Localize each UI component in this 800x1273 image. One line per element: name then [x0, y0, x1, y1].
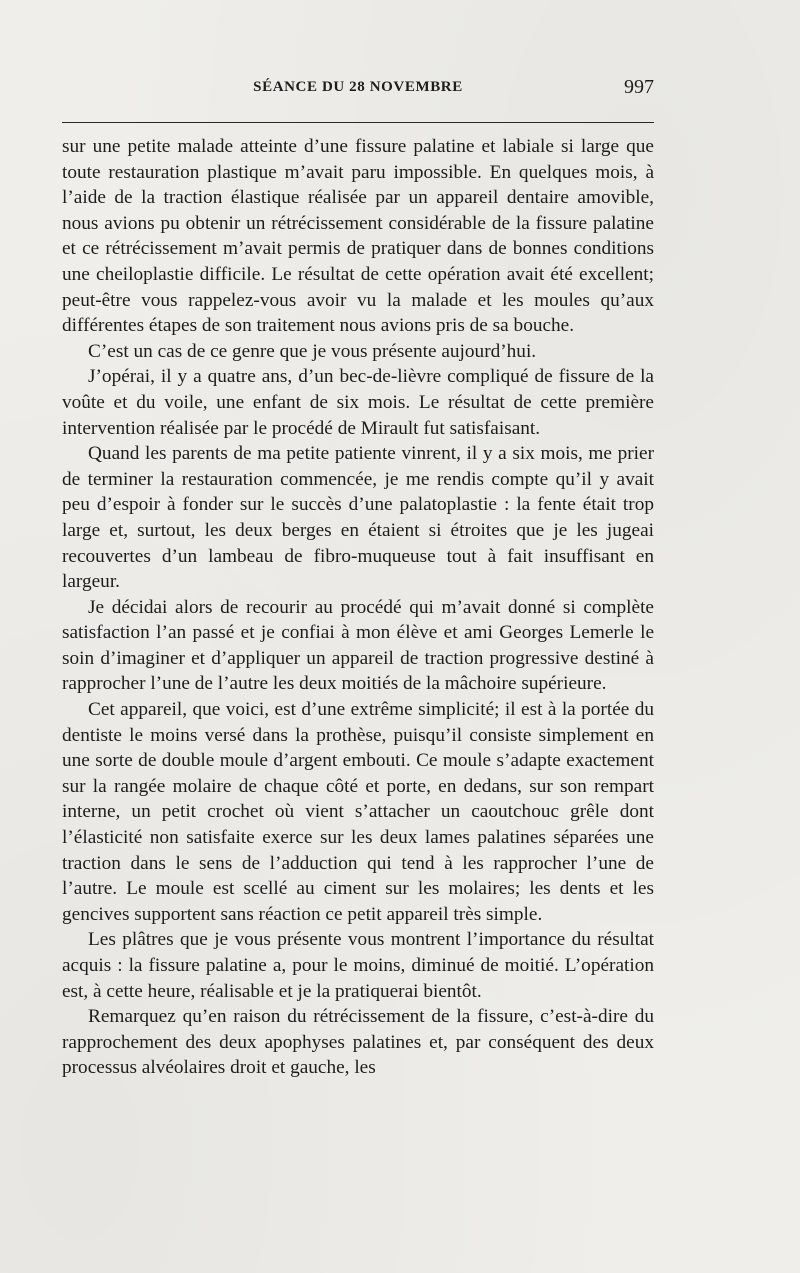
header-rule — [62, 122, 654, 123]
running-title: SÉANCE DU 28 NOVEMBRE — [253, 79, 463, 95]
paragraph: Remarquez qu’en raison du rétrécissement de la fissure, c’est-à-dire du rapprochement des deux apophyses palatines et, par conséquent des deux processus alvéolaires droit et gauche, les — [62, 1006, 654, 1079]
paragraph: Cet appareil, que voici, est d’une extrême simplicité; il est à la portée du dentiste le moins versé dans la prothèse, puisqu’il consiste simplement en une sorte de double moule d’argent embouti. Ce moule s’adapte exactement sur la rangée molaire de chaque côté et porte, en dedans, sur son rempart interne, un petit crochet où vient s’attacher un caoutchouc grêle dont l’élasticité non satisfaite exerce sur les deux lames palatines séparées une traction dans le sens de l’adduction qui tend à les rapprocher l’une de l’autre. Le moule est scellé au ciment sur les molaires; les dents et les gencives supportent sans réaction ce petit appareil très simple. — [62, 699, 654, 925]
paragraph: J’opérai, il y a quatre ans, d’un bec-de-lièvre compliqué de fissure de la voûte et du voile, une enfant de six mois. Le résultat de cette première intervention réalisée par le procédé de Mirault fut satisfaisant. — [62, 366, 654, 439]
paragraph: Les plâtres que je vous présente vous montrent l’importance du résultat acquis : la fissure palatine a, pour le moins, diminué de moitié. L’opération est, à cette heure, réalisable et je la pratiquerai bientôt. — [62, 929, 654, 1002]
paragraph: C’est un cas de ce genre que je vous présente aujourd’hui. — [88, 340, 537, 362]
paragraph: sur une petite malade atteinte d’une fissure palatine et labiale si large que toute restauration plastique m’avait paru impossible. En quelques mois, à l’aide de la traction élastique réalisée par un appareil dentaire amovible, nous avions pu obtenir un rétrécissement considérable de la fissure palatine et ce rétrécissement m’avait permis de pratiquer dans de bonnes conditions une cheiloplastie difficile. Le résultat de cette opération avait été excellent; peut-être vous rappelez-vous avoir vu la malade et les moules qu’aux différentes étapes de son traitement nous avions pris de sa bouche. — [62, 136, 654, 337]
running-head — [62, 76, 654, 102]
paragraph: Quand les parents de ma petite patiente vinrent, il y a six mois, me prier de terminer la restauration commencée, je me rendis compte qu’il y avait peu d’espoir à fonder sur le succès d’une palatoplastie : la fente était trop large et, surtout, les deux berges en étaient si étroites que je les jugeai recouvertes d’un lambeau de fibro-muqueuse tout à fait insuffisant en largeur. — [62, 443, 654, 593]
page-number: 997 — [624, 76, 654, 98]
paragraph: Je décidai alors de recourir au procédé qui m’avait donné si complète satisfaction l’an passé et je confiai à mon élève et ami Georges Lemerle le soin d’imaginer et d’appliquer un appareil de traction progressive destiné à rapprocher l’une de l’autre les deux moitiés de la mâchoire supérieure. — [62, 596, 654, 695]
body-text — [62, 134, 654, 1081]
